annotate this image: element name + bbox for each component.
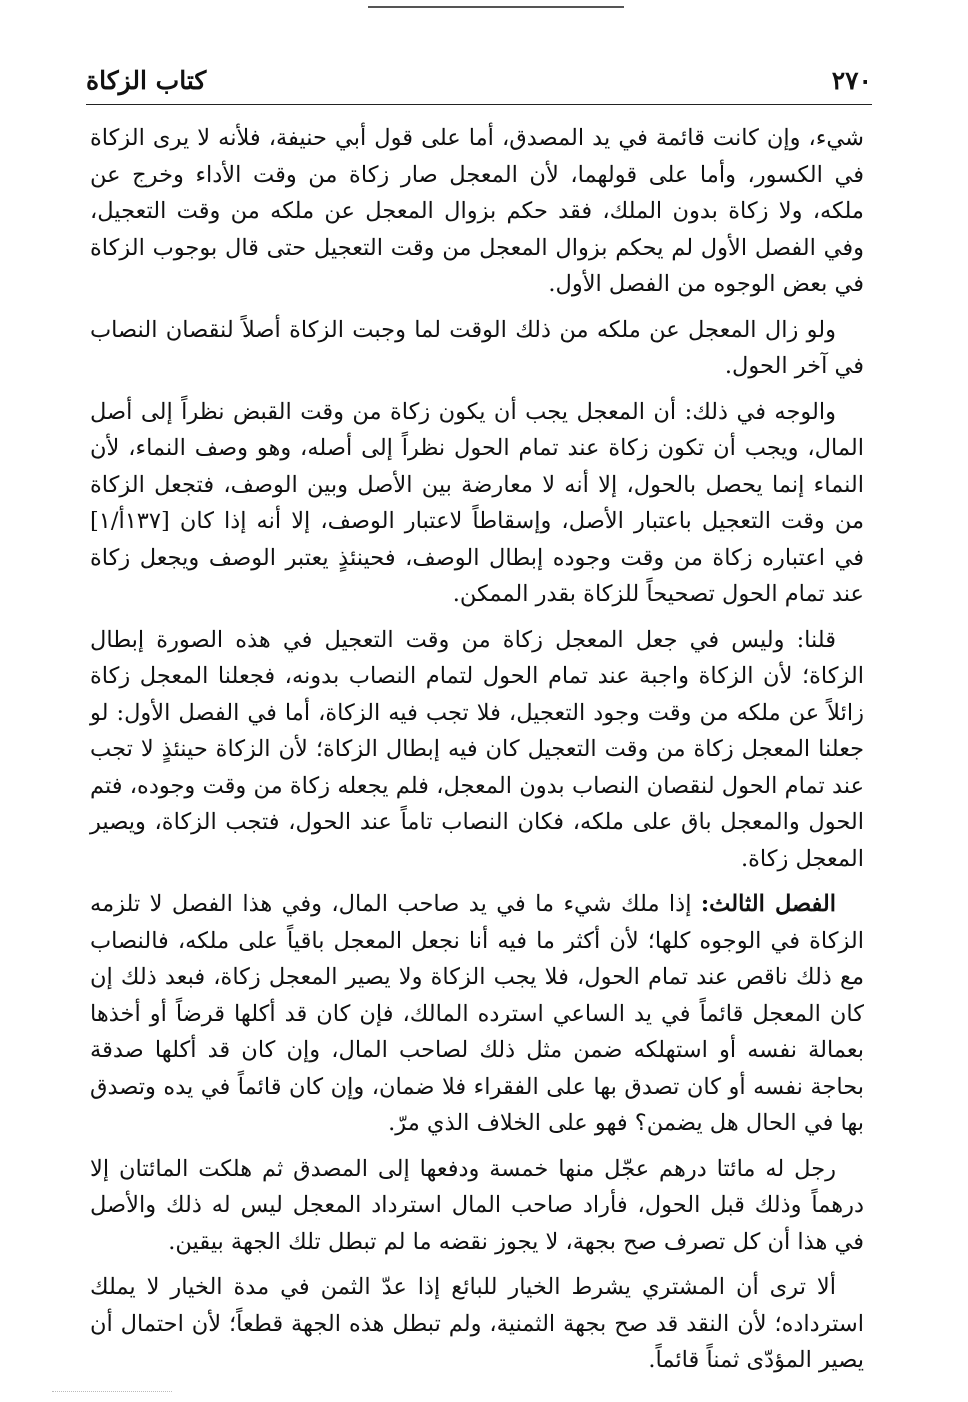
paragraph-7: ألا ترى أن المشتري يشرط الخيار للبائع إذا عدّ الثمن في مدة الخيار لا يملك استرداده؛ لأن النقد قد صح بجهة الثمنية، ولم تبطل هذه الجهة قطعاً؛ لأن احتمال أن يصير المؤدّى ثمناً قائماً.	[90, 1274, 864, 1373]
page-number: ٢٧٠	[831, 65, 872, 95]
section-heading-third: الفصل الثالث:	[700, 891, 836, 917]
page-body	[90, 120, 864, 1388]
paragraph-2: ولو زال المعجل عن ملكه من ذلك الوقت لما وجبت الزكاة أصلاً لنقصان النصاب في آخر الحول.	[90, 316, 864, 379]
paragraph-5	[90, 886, 864, 1142]
top-rule	[368, 6, 624, 8]
paragraph-1: شيء، وإن كانت قائمة في يد المصدق، أما على قول أبي حنيفة، فلأنه لا يرى الزكاة في الكسور، وأما على قولهما، لأن المعجل صار زكاة من وقت الأداء وخرج عن ملكه، ولا زكاة بدون الملك، فقد حكم بزوال المعجل عن ملكه من وقت التعجيل، وفي الفصل الأول لم يحكم بزوال المعجل من وقت التعجيل حتى قال بوجوب الزكاة في بعض الوجوه من الفصل الأول.	[90, 125, 864, 297]
paragraph-5-text: إذا ملك شيء ما في يد صاحب المال، وفي هذا الفصل لا تلزمه الزكاة في الوجوه كلها؛ لأن أكثر ما فيه أنا نجعل المعجل باقياً على ملكه، فالنصاب مع ذلك ناقص عند تمام الحول، فلا يجب الزكاة ولا يصير المعجل زكاة، فبعد ذلك إن كان المعجل قائماً في يد الساعي استرده المالك، فإن كان قد أكلها قرضاً أو أخذها بعمالة نفسه أو استهلكه ضمن مثل ذلك لصاحب المال، وإن كان قد أكلها صدقة بحاجة نفسه أو كان تصدق بها على الفقراء فلا ضمان، وإن كان قائماً في يده وتصدق بها في الحال هل يضمن؟ فهو على الخلاف الذي مرّ.	[90, 891, 864, 1136]
footer-mark	[52, 1391, 172, 1394]
book-title: كتاب الزكاة	[86, 65, 207, 95]
paragraph-3: والوجه في ذلك: أن المعجل يجب أن يكون زكاة من وقت القبض نظراً إلى أصل المال، ويجب أن تكون زكاة عند تمام الحول نظراً إلى أصله، وهو وصف النماء، لأن النماء إنما يحصل بالحول، إلا أنه لا معارضة بين الأصل وبين الوصف، فتجعل الزكاة من وقت التعجيل باعتبار الأصل، وإسقاطاً لاعتبار الوصف، إلا أنه إذا كان [١٣٧أ/١] في اعتباره زكاة من وقت وجوده إبطال الوصف، فحينئذٍ يعتبر الوصف ويجعل زكاة عند تمام الحول تصحيحاً للزكاة بقدر الممكن.	[90, 398, 864, 607]
paragraph-6: رجل له مائتا درهم عجّل منها خمسة ودفعها إلى المصدق ثم هلكت المائتان إلا درهماً وذلك قبل الحول، فأراد صاحب المال استرداد المعجل ليس له ذلك والأصل في هذا أن كل تصرف صح بجهة، لا يجوز نقضه ما لم تبطل تلك الجهة بيقين.	[90, 1155, 864, 1255]
page-header	[86, 56, 872, 105]
paragraph-4: قلنا: وليس في جعل المعجل زكاة من وقت التعجيل في هذه الصورة إبطال الزكاة؛ لأن الزكاة واجبة عند تمام الحول لتمام النصاب بدونه، فجعلنا المعجل زكاة زائلاً عن ملكه من وقت وجود التعجيل، فلا تجب فيه الزكاة، أما في الفصل الأول: لو جعلنا المعجل زكاة من وقت التعجيل كان فيه إبطال الزكاة؛ لأن الزكاة حينئذٍ لا تجب عند تمام الحول لنقصان النصاب بدون المعجل، فلم يجعله زكاة من وقت وجوده، فتم الحول والمعجل باق على ملكه، فكان النصاب تاماً عند الحول، فتجب الزكاة، ويصير المعجل زكاة.	[90, 626, 864, 872]
